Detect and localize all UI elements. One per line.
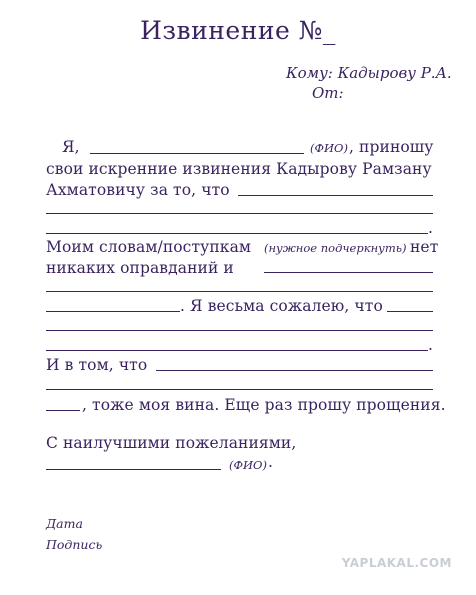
excuse-blank-2[interactable] — [46, 291, 433, 292]
p1-after-fio: , приношу — [349, 138, 434, 156]
closing-text: С наилучшими пожеланиями, — [46, 434, 297, 452]
date-label: Дата — [46, 516, 83, 531]
underline-hint: (нужное подчеркнуть) — [264, 241, 407, 255]
p3-line1: И в том, что — [46, 356, 148, 374]
reason-blank-2[interactable] — [46, 213, 433, 214]
excuse-blank-3[interactable] — [46, 311, 180, 312]
fio-blank-1[interactable] — [90, 153, 304, 154]
fault-blank-1[interactable] — [156, 370, 433, 371]
fio-hint-1: (ФИО) — [310, 141, 348, 155]
p1-period: . — [428, 219, 434, 237]
p2-line4: . Я весьма сожалею, что — [180, 297, 383, 315]
p3-line3: , тоже моя вина. Еще раз прошу прощения. — [82, 396, 446, 414]
page-title: Извинение №_ — [140, 16, 336, 45]
p2-line1-b: нет — [410, 238, 439, 256]
p1-lead: Я, — [62, 138, 80, 156]
p2-period: . — [428, 336, 434, 354]
regret-blank-3[interactable] — [46, 350, 428, 351]
recipient-line: Кому: Кадырову Р.А. — [286, 64, 452, 82]
closing-period: . — [268, 453, 274, 471]
reason-blank-1[interactable] — [238, 195, 433, 196]
p2-line2: никаких оправданий и — [46, 259, 234, 277]
signature-label: Подпись — [46, 537, 103, 552]
excuse-blank-1[interactable] — [264, 272, 433, 273]
p1-line2: свои искренние извинения Кадырову Рамзану — [46, 160, 432, 178]
regret-blank-2[interactable] — [46, 330, 433, 331]
regret-blank-1[interactable] — [387, 311, 433, 312]
p2-line1-a: Моим словам/поступкам — [46, 238, 252, 256]
fault-blank-2[interactable] — [46, 389, 433, 390]
fio-blank-2[interactable] — [46, 469, 221, 470]
fio-hint-2: (ФИО) — [229, 458, 267, 472]
sender-label: От: — [312, 84, 344, 102]
site-watermark: YAPLAKAL.COM — [341, 556, 452, 570]
fault-blank-3[interactable] — [46, 410, 80, 411]
reason-blank-3[interactable] — [46, 233, 428, 234]
p1-line3: Ахматовичу за то, что — [46, 181, 230, 199]
